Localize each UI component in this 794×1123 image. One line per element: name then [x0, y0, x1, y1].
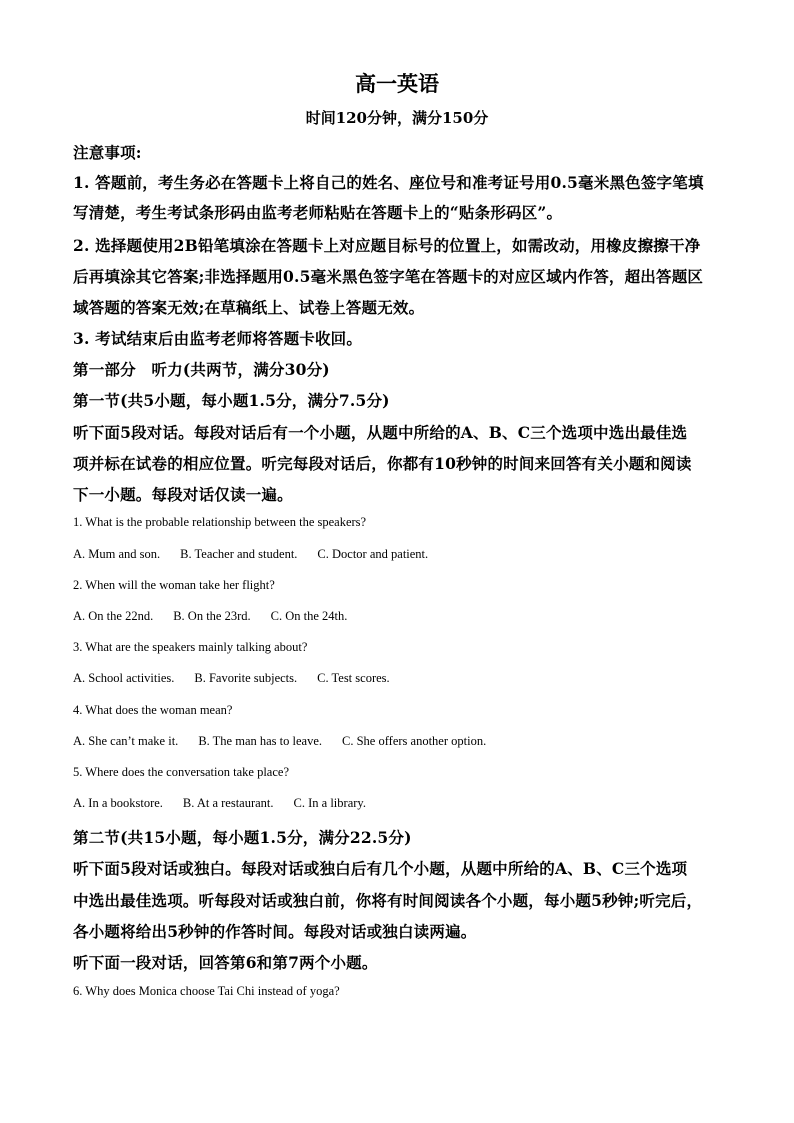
option-c: C. In a library. — [293, 796, 366, 810]
option-a: A. School activities. — [73, 671, 175, 685]
option-b: B. At a restaurant. — [182, 796, 274, 810]
option-b: B. On the 23rd. — [173, 609, 251, 623]
option-b: B. Favorite subjects. — [194, 671, 298, 685]
dialog-intro: 听下面一段对话，回答第6和第7两个小题。 — [73, 953, 378, 972]
notice-line: 3. 考试结束后由监考老师将答题卡收回。 — [73, 329, 363, 348]
option-b: B. The man has to leave. — [198, 734, 323, 748]
question-options — [73, 734, 506, 749]
time-and-score: 时间120分钟，满分150分 — [305, 109, 489, 127]
option-c: C. On the 24th. — [270, 609, 348, 623]
page-title: 高一英语 — [355, 71, 439, 96]
question-text: 5. Where does the conversation take place? — [73, 765, 289, 779]
notice-line: 写清楚，考生考试条形码由监考老师粘贴在答题卡上的“贴条形码区”。 — [73, 203, 563, 222]
notice-line: 后再填涂其它答案;非选择题用0.5毫米黑色签字笔在答题卡的对应区域内作答，超出答题区 — [73, 267, 704, 286]
notice-heading: 注意事项: — [73, 143, 142, 162]
section2-instruction-line: 中选出最佳选项。听每段对话或独白前，你将有时间阅读各个小题，每小题5秒钟;听完后， — [73, 891, 703, 910]
question-text: 1. What is the probable relationship between the speakers? — [73, 515, 367, 529]
option-b: B. Teacher and student. — [180, 547, 298, 561]
notice-line: 域答题的答案无效;在草稿纸上、试卷上答题无效。 — [73, 298, 425, 317]
option-c: C. Test scores. — [317, 671, 390, 685]
question-options — [73, 796, 386, 811]
option-a: A. In a bookstore. — [73, 796, 163, 810]
question-options — [73, 671, 410, 686]
section2-instruction-line: 各小题将给出5秒钟的作答时间。每段对话或独白读两遍。 — [73, 922, 477, 941]
part1-heading: 第一部分 听力(共两节，满分30分) — [73, 360, 330, 379]
question-text: 2. When will the woman take her flight? — [73, 578, 275, 592]
section1-heading: 第一节(共5小题，每小题1.5分，满分7.5分) — [73, 391, 390, 410]
question-text: 3. What are the speakers mainly talking about? — [73, 640, 308, 654]
question-text: 6. Why does Monica choose Tai Chi instead of yoga? — [73, 984, 340, 998]
section1-instruction-line: 听下面5段对话。每段对话后有一个小题，从题中所给的A、B、C三个选项中选出最佳选 — [73, 423, 688, 442]
question-options — [73, 547, 448, 562]
section1-instruction-line: 项并标在试卷的相应位置。听完每段对话后，你都有10秒钟的时间来回答有关小题和阅读 — [73, 454, 692, 473]
section2-instruction-line: 听下面5段对话或独白。每段对话或独白后有几个小题，从题中所给的A、B、C三个选项 — [73, 859, 688, 878]
option-a: A. On the 22nd. — [73, 609, 154, 623]
notice-line: 2. 选择题使用2B铅笔填涂在答题卡上对应题目标号的位置上，如需改动，用橡皮擦擦干净 — [73, 236, 701, 255]
section2-heading: 第二节(共15小题，每小题1.5分，满分22.5分) — [73, 828, 412, 847]
option-a: A. Mum and son. — [73, 547, 161, 561]
option-c: C. She offers another option. — [342, 734, 487, 748]
section1-instruction-line: 下一小题。每段对话仅读一遍。 — [73, 485, 293, 504]
notice-line: 1. 答题前，考生务必在答题卡上将自己的姓名、座位号和准考证号用0.5毫米黑色签字笔填 — [73, 173, 704, 192]
question-options — [73, 609, 367, 624]
option-c: C. Doctor and patient. — [317, 547, 429, 561]
option-a: A. She can’t make it. — [73, 734, 179, 748]
question-text: 4. What does the woman mean? — [73, 703, 233, 717]
